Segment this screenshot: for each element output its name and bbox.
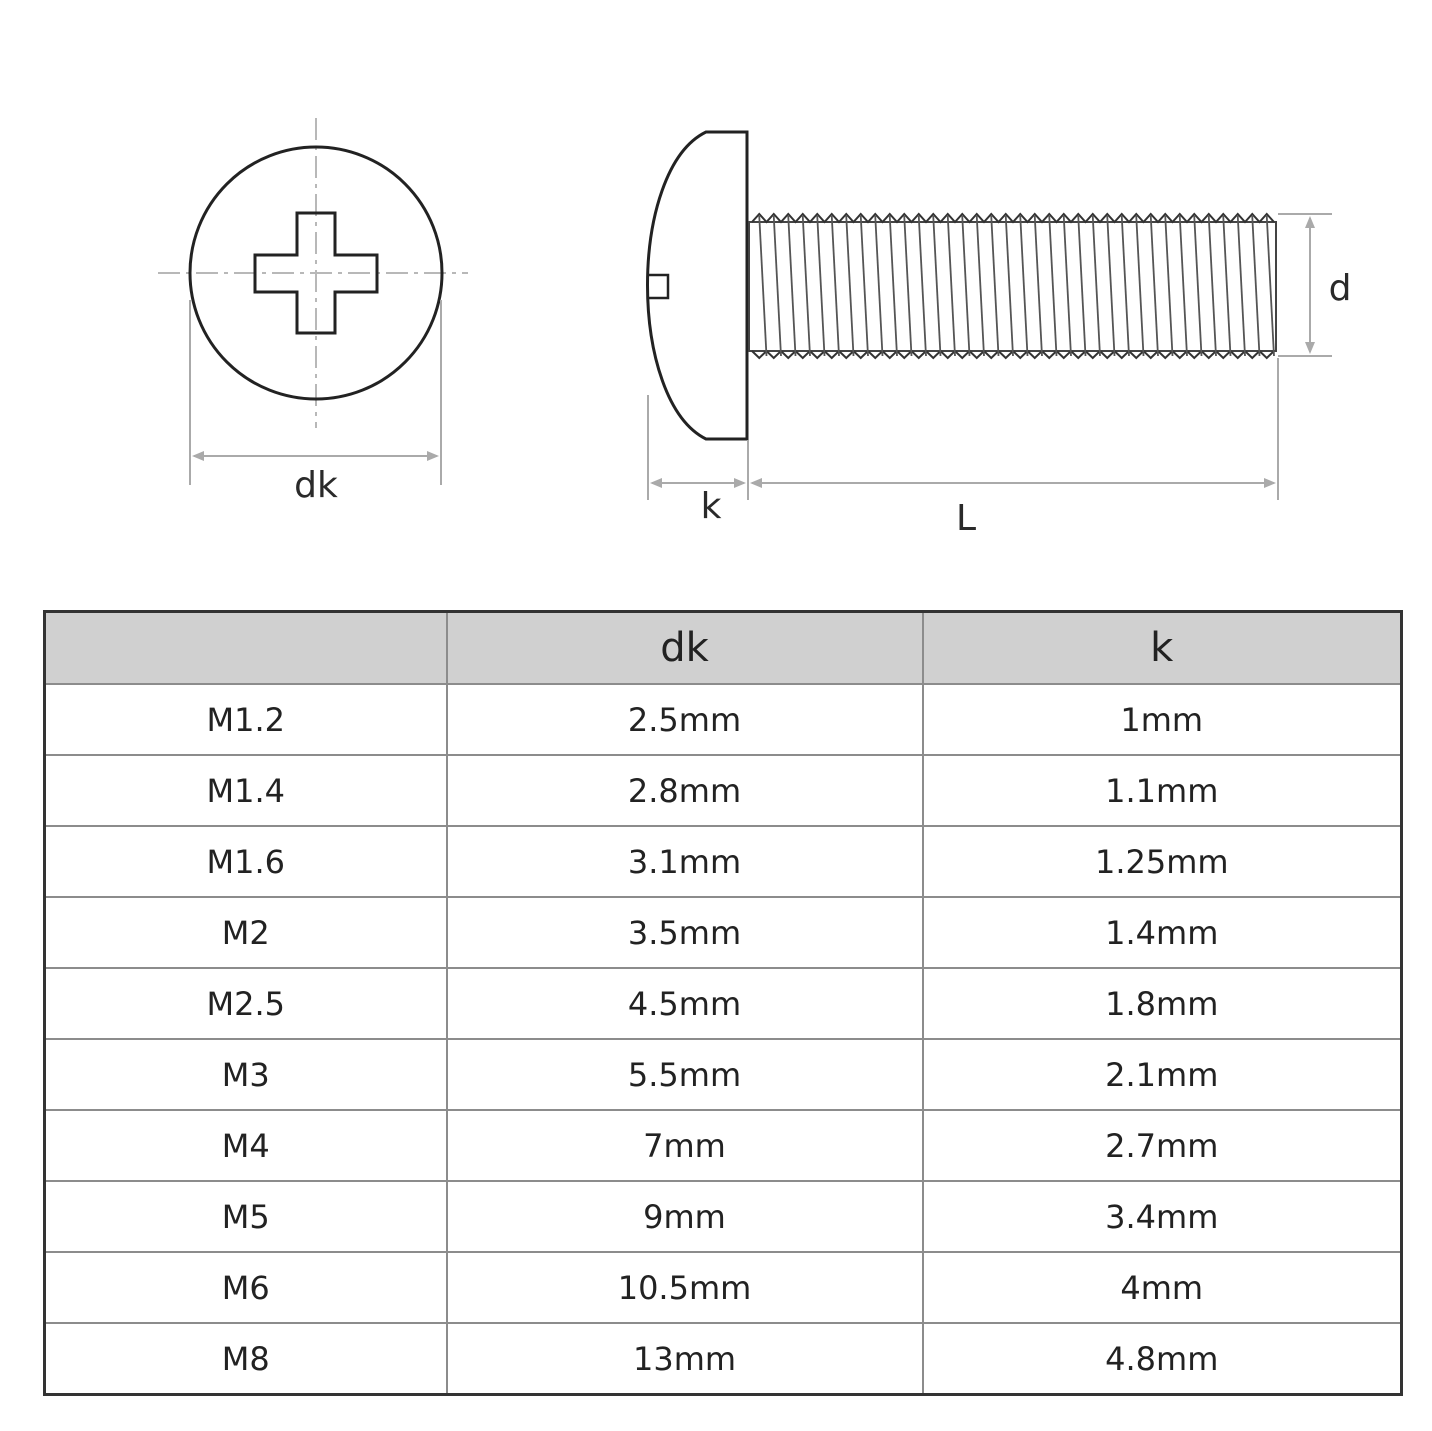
- screw-head-profile: [648, 132, 748, 439]
- thread-line: [1267, 216, 1274, 356]
- arrow-right-icon: [1264, 478, 1276, 488]
- screw-drawing: [0, 0, 1432, 600]
- thread-line: [919, 216, 926, 356]
- thread-line: [977, 216, 984, 356]
- dk-label: dk: [294, 465, 338, 506]
- thread-line: [861, 216, 868, 356]
- thread-line: [1209, 216, 1216, 356]
- thread-line: [803, 216, 810, 356]
- arrow-left-icon: [192, 451, 204, 461]
- d-label: d: [1328, 268, 1352, 309]
- cell-dk: 7mm: [447, 1110, 923, 1181]
- cell-k: 1.4mm: [923, 897, 1402, 968]
- thread-line: [1093, 216, 1100, 356]
- thread-line: [1252, 216, 1259, 356]
- table-row: [45, 1323, 1402, 1395]
- thread-line: [774, 216, 781, 356]
- thread-line: [1180, 216, 1187, 356]
- thread-line: [1078, 216, 1085, 356]
- thread-line: [904, 216, 911, 356]
- arrow-down-icon: [1305, 342, 1315, 354]
- arrow-right-icon: [734, 478, 746, 488]
- cell-k: 2.7mm: [923, 1110, 1402, 1181]
- cell-k: 1.25mm: [923, 826, 1402, 897]
- table-row: [45, 1110, 1402, 1181]
- table-row: [45, 1252, 1402, 1323]
- cell-dk: 9mm: [447, 1181, 923, 1252]
- table-row: [45, 1039, 1402, 1110]
- thread-line: [991, 216, 998, 356]
- cell-k: 1.8mm: [923, 968, 1402, 1039]
- k-label: k: [700, 486, 722, 527]
- header-k: k: [923, 612, 1402, 685]
- thread-line: [1223, 216, 1230, 356]
- cell-size: M1.6: [45, 826, 447, 897]
- cell-dk: 3.1mm: [447, 826, 923, 897]
- thread-line: [1151, 216, 1158, 356]
- thread-line: [846, 216, 853, 356]
- arrow-left-icon: [650, 478, 662, 488]
- thread-lines: [759, 216, 1274, 356]
- cell-dk: 13mm: [447, 1323, 923, 1395]
- thread-line: [962, 216, 969, 356]
- thread-line: [1020, 216, 1027, 356]
- screw-side-view: [647, 132, 1351, 539]
- arrow-right-icon: [427, 451, 439, 461]
- thread-line: [1006, 216, 1013, 356]
- header-size: [45, 612, 447, 685]
- cell-dk: 4.5mm: [447, 968, 923, 1039]
- table-row: [45, 897, 1402, 968]
- thread-line: [948, 216, 955, 356]
- cell-k: 1mm: [923, 684, 1402, 755]
- screw-top-view: [158, 118, 468, 506]
- thread-line: [759, 216, 766, 356]
- cell-size: M1.4: [45, 755, 447, 826]
- cell-dk: 5.5mm: [447, 1039, 923, 1110]
- cell-size: M8: [45, 1323, 447, 1395]
- cell-dk: 2.5mm: [447, 684, 923, 755]
- cell-k: 2.1mm: [923, 1039, 1402, 1110]
- cell-size: M2.5: [45, 968, 447, 1039]
- cell-k: 1.1mm: [923, 755, 1402, 826]
- thread-line: [1107, 216, 1114, 356]
- L-label: L: [955, 498, 977, 539]
- thread-line: [1035, 216, 1042, 356]
- thread-line: [1194, 216, 1201, 356]
- thread-line: [875, 216, 882, 356]
- table-row: [45, 684, 1402, 755]
- thread-line: [817, 216, 824, 356]
- table-row: [45, 1181, 1402, 1252]
- thread-line: [1136, 216, 1143, 356]
- cell-dk: 2.8mm: [447, 755, 923, 826]
- cell-k: 4mm: [923, 1252, 1402, 1323]
- table-row: [45, 826, 1402, 897]
- thread-line: [1238, 216, 1245, 356]
- cell-size: M1.2: [45, 684, 447, 755]
- cell-k: 4.8mm: [923, 1323, 1402, 1395]
- thread-line: [1064, 216, 1071, 356]
- arrow-up-icon: [1305, 216, 1315, 228]
- table-row: [45, 755, 1402, 826]
- table-header-row: [45, 612, 1402, 685]
- cell-k: 3.4mm: [923, 1181, 1402, 1252]
- arrow-left-icon: [750, 478, 762, 488]
- cell-size: M2: [45, 897, 447, 968]
- thread-line: [832, 216, 839, 356]
- cell-size: M6: [45, 1252, 447, 1323]
- thread-line: [1049, 216, 1056, 356]
- thread-crest-top: [752, 214, 1274, 222]
- spec-table: [43, 610, 1403, 1396]
- thread-line: [788, 216, 795, 356]
- cell-dk: 3.5mm: [447, 897, 923, 968]
- header-dk: dk: [447, 612, 923, 685]
- thread-line: [890, 216, 897, 356]
- thread-line: [933, 216, 940, 356]
- cell-size: M5: [45, 1181, 447, 1252]
- table-row: [45, 968, 1402, 1039]
- cell-size: M4: [45, 1110, 447, 1181]
- thread-line: [1122, 216, 1129, 356]
- cell-size: M3: [45, 1039, 447, 1110]
- cell-dk: 10.5mm: [447, 1252, 923, 1323]
- thread-line: [1165, 216, 1172, 356]
